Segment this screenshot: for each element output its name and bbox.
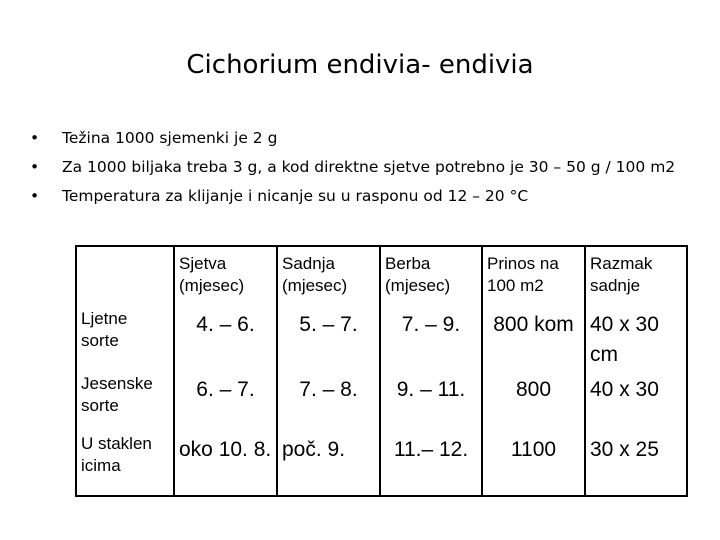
table-cell: 4. – 6. — [174, 306, 277, 371]
header-line: sadnje — [590, 276, 641, 295]
header-line: (mjesec) — [179, 276, 245, 295]
table-cell: 6. – 7. — [174, 371, 277, 431]
bullet-icon: • — [30, 129, 40, 147]
table-row — [76, 306, 687, 371]
bullet-item — [30, 156, 675, 185]
header-line: Razmak — [590, 254, 653, 273]
table-cell: 7. – 9. — [380, 306, 482, 371]
table-cell: oko 10. 8. — [174, 431, 277, 496]
header-sjetva — [174, 246, 277, 306]
bullet-icon: • — [30, 187, 40, 205]
table-cell: 11.– 12. — [380, 431, 482, 496]
table-cell: poč. 9. — [277, 431, 380, 496]
header-sadnja — [277, 246, 380, 306]
header-row — [76, 246, 687, 306]
table-cell: 30 x 25 — [585, 431, 687, 496]
table-row — [76, 431, 687, 496]
header-line: Berba — [385, 254, 431, 273]
bullet-text: Težina 1000 sjemenki je 2 g — [62, 129, 278, 147]
header-line: (mjesec) — [385, 276, 451, 295]
corner-cell — [76, 246, 174, 306]
row-label: U staklen icima — [76, 431, 174, 496]
header-line: Prinos na — [487, 254, 559, 273]
header-prinos — [482, 246, 585, 306]
table-cell: 40 x 30 cm — [585, 306, 687, 371]
header-line: 100 m2 — [487, 276, 544, 295]
data-table — [75, 245, 688, 497]
header-line: Sjetva — [179, 254, 227, 273]
table-cell: 800 kom — [482, 306, 585, 371]
bullet-item — [30, 185, 675, 214]
table-cell: 800 — [482, 371, 585, 431]
header-berba — [380, 246, 482, 306]
table-cell: 40 x 30 — [585, 371, 687, 431]
row-label: Jesenske sorte — [76, 371, 174, 431]
bullet-list — [30, 127, 675, 214]
table-row — [76, 371, 687, 431]
slide-title: Cichorium endivia- endivia — [186, 50, 534, 80]
table-cell: 9. – 11. — [380, 371, 482, 431]
table-cell: 5. – 7. — [277, 306, 380, 371]
bullet-text: Za 1000 biljaka treba 3 g, a kod direktne sjetve potrebno je 30 – 50 g / 100 m2 — [62, 158, 676, 176]
row-label: Ljetne sorte — [76, 306, 174, 371]
table-cell: 7. – 8. — [277, 371, 380, 431]
bullet-text: Temperatura za klijanje i nicanje su u rasponu od 12 – 20 °C — [62, 187, 529, 205]
header-line: Sadnja — [282, 254, 335, 273]
table-cell: 1100 — [482, 431, 585, 496]
header-razmak — [585, 246, 687, 306]
bullet-icon: • — [30, 158, 40, 176]
bullet-item — [30, 127, 675, 156]
header-line: (mjesec) — [282, 276, 348, 295]
